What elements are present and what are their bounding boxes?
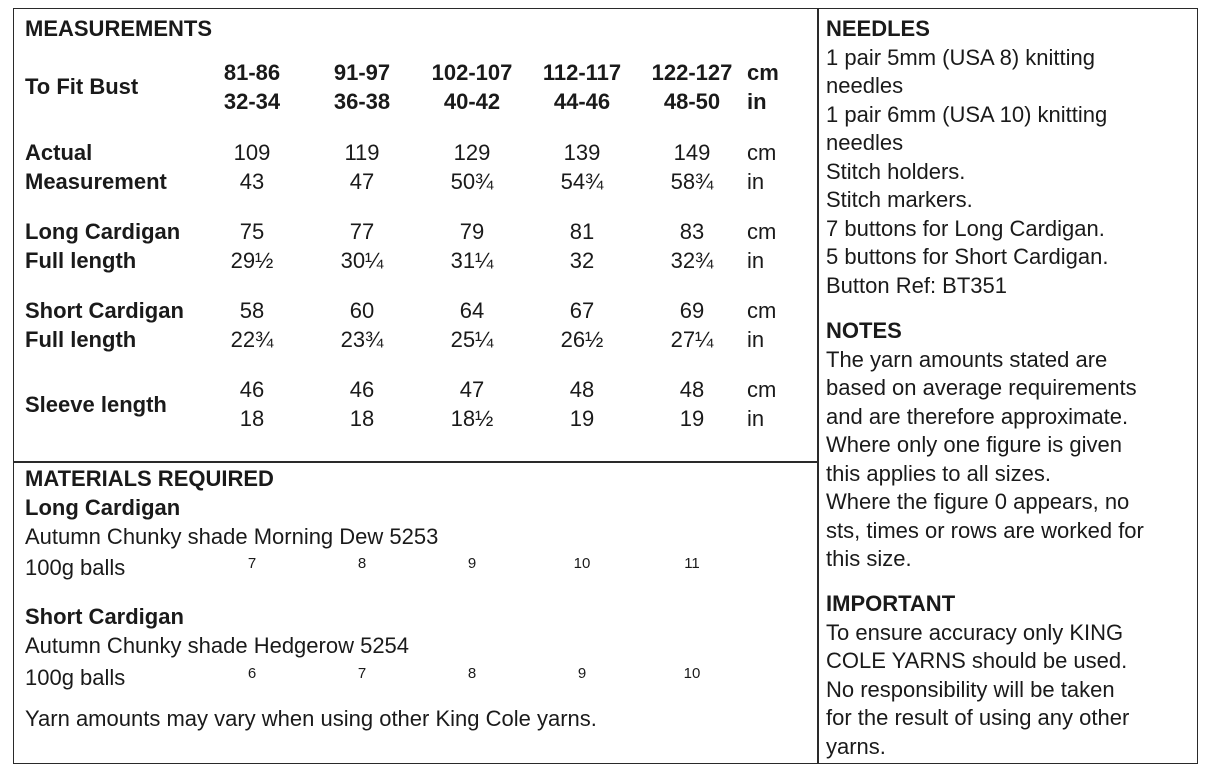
needles-line: Button Ref: BT351 [826, 273, 1007, 298]
materials-short-yarn: Autumn Chunky shade Hedgerow 5254 [25, 633, 410, 658]
bust-cm-3: 102-107 [431, 60, 513, 85]
short-in-2: 23¾ [340, 327, 384, 352]
short-cm-1: 58 [239, 298, 265, 323]
long-in-2: 30¼ [340, 248, 384, 273]
yarn-amounts-note: Yarn amounts may vary when using other King Cole yarns. [25, 706, 597, 731]
notes-line: this applies to all sizes. [826, 461, 1051, 486]
needles-line: needles [826, 73, 904, 98]
short-cm-3: 64 [459, 298, 485, 323]
short-balls-5: 10 [683, 665, 701, 682]
sleeve-cm-3: 47 [459, 377, 485, 402]
short-in-1: 22¾ [230, 327, 274, 352]
actual-cm-2: 119 [344, 140, 380, 165]
column-divider [817, 8, 819, 764]
long-balls-1: 7 [247, 555, 257, 572]
short-cm-5: 69 [679, 298, 705, 323]
sleeve-cm-2: 46 [349, 377, 375, 402]
short-cm-2: 60 [349, 298, 375, 323]
actual-cm-1: 109 [233, 140, 271, 165]
bust-in-5: 48-50 [663, 89, 721, 114]
needles-heading: NEEDLES [826, 16, 930, 41]
materials-short-title: Short Cardigan [25, 604, 184, 629]
long-in-1: 29½ [230, 248, 274, 273]
needles-line: 5 buttons for Short Cardigan. [826, 244, 1109, 269]
materials-long-balls-label: 100g balls [25, 555, 126, 580]
long-cm-4: 81 [569, 219, 595, 244]
materials-long-title: Long Cardigan [25, 495, 181, 520]
bust-in-1: 32-34 [223, 89, 281, 114]
short-in-3: 25¼ [450, 327, 494, 352]
actual-unit-in: in [747, 169, 765, 194]
important-line: To ensure accuracy only KING [826, 620, 1124, 645]
short-balls-3: 8 [467, 665, 477, 682]
sleeve-cm-4: 48 [569, 377, 595, 402]
long-balls-5: 11 [684, 555, 700, 572]
sleeve-cm-1: 46 [239, 377, 265, 402]
long-cm-5: 83 [679, 219, 705, 244]
important-heading: IMPORTANT [826, 591, 956, 616]
important-line: yarns. [826, 734, 886, 759]
long-full-length-label: Full length [25, 248, 137, 273]
short-unit-cm: cm [747, 298, 777, 323]
long-unit-in: in [747, 248, 765, 273]
bust-in-4: 44-46 [553, 89, 611, 114]
long-cm-2: 77 [349, 219, 375, 244]
notes-line: and are therefore approximate. [826, 404, 1129, 429]
bust-in-2: 36-38 [333, 89, 391, 114]
materials-long-yarn: Autumn Chunky shade Morning Dew 5253 [25, 524, 439, 549]
notes-line: Where the figure 0 appears, no [826, 489, 1130, 514]
sleeve-unit-cm: cm [747, 377, 777, 402]
long-cardigan-label: Long Cardigan [25, 219, 181, 244]
needles-line: Stitch holders. [826, 159, 966, 184]
bust-cm-2: 91-97 [333, 60, 391, 85]
short-balls-1: 6 [247, 665, 257, 682]
short-full-length-label: Full length [25, 327, 137, 352]
long-unit-cm: cm [747, 219, 777, 244]
actual-unit-cm: cm [747, 140, 777, 165]
measurements-heading: MEASUREMENTS [25, 16, 213, 41]
sleeve-in-2: 18 [349, 406, 375, 431]
long-cm-3: 79 [459, 219, 485, 244]
materials-heading: MATERIALS REQUIRED [25, 466, 274, 491]
needles-line: needles [826, 130, 904, 155]
actual-cm-3: 129 [453, 140, 491, 165]
notes-heading: NOTES [826, 318, 902, 343]
short-unit-in: in [747, 327, 765, 352]
long-in-3: 31¼ [450, 248, 494, 273]
important-line: No responsibility will be taken [826, 677, 1115, 702]
actual-cm-5: 149 [673, 140, 711, 165]
notes-line: based on average requirements [826, 375, 1137, 400]
sleeve-in-5: 19 [679, 406, 705, 431]
bust-unit-cm: cm [747, 60, 779, 85]
sleeve-in-4: 19 [569, 406, 595, 431]
long-cm-1: 75 [239, 219, 265, 244]
long-balls-3: 9 [467, 555, 477, 572]
sleeve-length-label: Sleeve length [25, 392, 167, 417]
short-balls-4: 9 [577, 665, 587, 682]
sleeve-cm-5: 48 [679, 377, 705, 402]
bust-unit-in: in [747, 89, 767, 114]
actual-cm-4: 139 [563, 140, 601, 165]
important-line: COLE YARNS should be used. [826, 648, 1128, 673]
actual-in-1: 43 [239, 169, 265, 194]
short-cm-4: 67 [569, 298, 595, 323]
bust-in-3: 40-42 [443, 89, 501, 114]
long-in-4: 32 [569, 248, 595, 273]
notes-line: sts, times or rows are worked for [826, 518, 1144, 543]
section-divider [13, 461, 818, 463]
sleeve-in-1: 18 [239, 406, 265, 431]
notes-line: Where only one figure is given [826, 432, 1122, 457]
needles-line: 7 buttons for Long Cardigan. [826, 216, 1105, 241]
long-balls-4: 10 [573, 555, 591, 572]
to-fit-bust-label: To Fit Bust [25, 74, 139, 99]
sleeve-unit-in: in [747, 406, 765, 431]
short-in-4: 26½ [560, 327, 604, 352]
long-in-5: 32¾ [670, 248, 714, 273]
actual-in-4: 54¾ [560, 169, 604, 194]
short-balls-2: 7 [357, 665, 367, 682]
sleeve-in-3: 18½ [450, 406, 494, 431]
actual-in-5: 58¾ [670, 169, 714, 194]
needles-line: 1 pair 6mm (USA 10) knitting [826, 102, 1108, 127]
measurement-label: Measurement [25, 169, 167, 194]
bust-cm-4: 112-117 [542, 60, 622, 85]
bust-cm-5: 122-127 [651, 60, 733, 85]
needles-line: Stitch markers. [826, 187, 973, 212]
short-cardigan-label: Short Cardigan [25, 298, 184, 323]
actual-label: Actual [25, 140, 93, 165]
short-in-5: 27¼ [670, 327, 714, 352]
long-balls-2: 8 [357, 555, 367, 572]
notes-line: The yarn amounts stated are [826, 347, 1108, 372]
needles-line: 1 pair 5mm (USA 8) knitting [826, 45, 1095, 70]
important-line: for the result of using any other [826, 705, 1130, 730]
notes-line: this size. [826, 546, 912, 571]
bust-cm-1: 81-86 [223, 60, 281, 85]
materials-short-balls-label: 100g balls [25, 665, 126, 690]
actual-in-2: 47 [349, 169, 375, 194]
actual-in-3: 50¾ [450, 169, 494, 194]
